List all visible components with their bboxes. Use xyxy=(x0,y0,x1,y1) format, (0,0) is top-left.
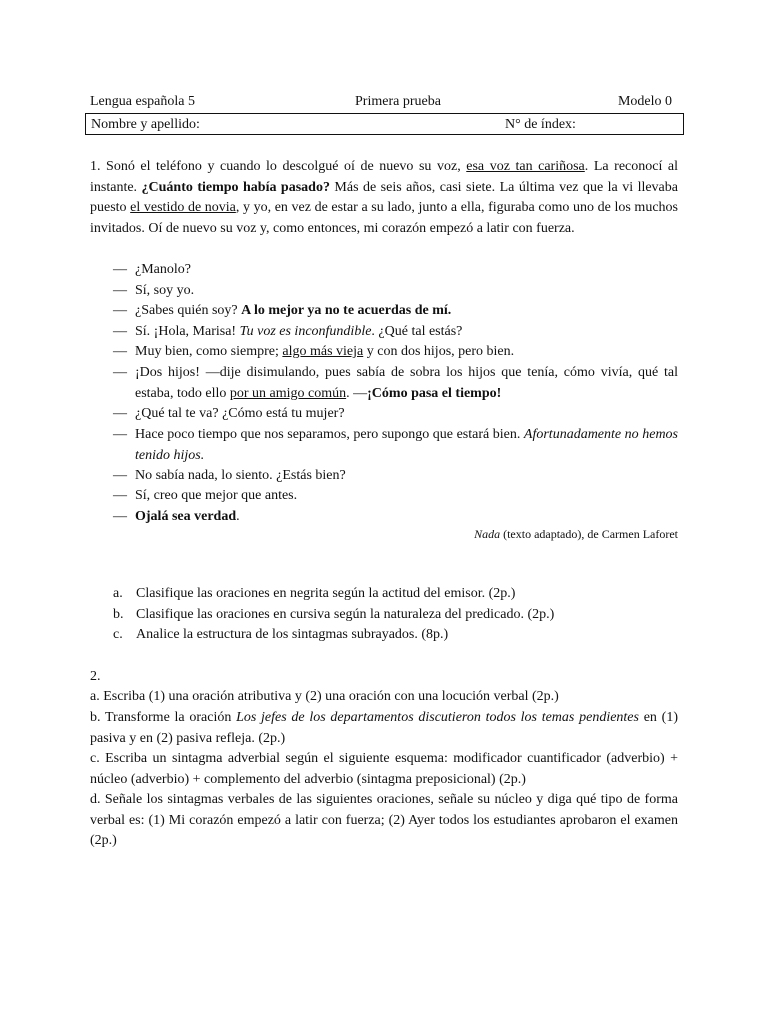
dialogue-dash: — xyxy=(113,324,127,339)
text-run: . — xyxy=(346,385,368,401)
bold-sentence: A lo mejor ya no te acuerdas de mí. xyxy=(241,303,452,318)
underlined-phrase: algo más vieja xyxy=(282,344,364,359)
dialogue-line xyxy=(113,507,678,528)
dialogue-line xyxy=(113,322,678,343)
dialogue-dash: — xyxy=(113,468,127,483)
italic-sentence: Los jefes de los departamentos discutieron todos los temas pendientes xyxy=(236,710,639,725)
exercise2-number: 2. xyxy=(90,669,101,684)
exercise2-item-b xyxy=(90,708,678,749)
question-item xyxy=(113,584,678,605)
italic-sentence: Afortunadamente no hemos tenido hijos. xyxy=(135,427,678,463)
source-author: (texto adaptado), de Carmen Laforet xyxy=(500,527,678,541)
index-field-label: N° de índex: xyxy=(505,117,576,132)
text-run: Sí. ¡Hola, Marisa! xyxy=(135,324,240,339)
question-text: Analice la estructura de los sintagmas subrayados. (8p.) xyxy=(136,627,449,642)
subject-label: Lengua española 5 xyxy=(90,94,195,109)
question-text: Clasifique las oraciones en cursiva según la naturaleza del predicado. (2p.) xyxy=(136,607,555,622)
text-run: . xyxy=(236,509,240,524)
underlined-phrase: el vestido de novia xyxy=(130,200,236,215)
model-label: Modelo 0 xyxy=(617,94,672,109)
text-run: Hace poco tiempo que nos separamos, pero supongo que estará bien. xyxy=(135,427,524,442)
dialogue-dash: — xyxy=(113,344,127,359)
source-title: Nada xyxy=(474,527,501,541)
question-letter: b. xyxy=(113,607,124,622)
dialogue-line xyxy=(113,301,678,322)
dialogue-line xyxy=(113,404,678,425)
text-run: Más de seis años, casi siete. La última vez que la vi llevaba puesto xyxy=(90,179,678,215)
question-text: Clasifique las oraciones en negrita según la actitud del emisor. (2p.) xyxy=(136,586,516,601)
exercise2-item-a: a. Escriba (1) una oración atributiva y (2) una oración con una locución verbal (2p.) xyxy=(90,689,559,704)
test-label: Primera prueba xyxy=(355,94,441,109)
text-run: ¿Manolo? xyxy=(135,262,191,277)
text-run: Sí, creo que mejor que antes. xyxy=(135,488,298,503)
dialogue-dash: — xyxy=(113,406,127,421)
exercise2-item-c: c. Escriba un sintagma adverbial según el siguiente esquema: modificador cuantificador (adverbio) + núcleo (adverbio) + complemento del adverbio (sintagma preposicional) (2p.) xyxy=(90,751,678,787)
question-letter: c. xyxy=(113,627,123,642)
underlined-phrase: esa voz tan cariñosa xyxy=(466,159,585,174)
text-run: y con dos hijos, pero bien. xyxy=(363,344,515,359)
dialogue-dash: — xyxy=(113,427,127,442)
dialogue-line xyxy=(113,363,678,404)
dialogue-line xyxy=(113,281,678,302)
text-run: . La reconocí al instante. xyxy=(90,159,679,195)
dialogue-dash: — xyxy=(113,365,127,380)
text-run: No sabía nada, lo siento. ¿Estás bien? xyxy=(135,468,346,483)
text-run: ¿Qué tal te va? ¿Cómo está tu mujer? xyxy=(135,406,345,421)
question-item xyxy=(113,625,678,646)
text-run: ¡Dos hijos! —dije disimulando, pues sabía de sobra los hijos que tenía, cómo vivía, qué tal estaba, todo ello xyxy=(135,365,678,401)
student-info-box xyxy=(85,113,684,135)
text-run: , y yo, en vez de estar a su lado, junto a ella, figuraba como uno de los muchos invitados. Oí de nuevo su voz y, como entonces, mi corazón empezó a latir con fuerza. xyxy=(90,200,678,236)
exercise1-paragraph xyxy=(90,157,678,239)
question-letter: a. xyxy=(113,586,123,601)
text-run: ¿Sabes quién soy? xyxy=(135,303,242,318)
bold-sentence: ¡Cómo pasa el tiempo! xyxy=(367,385,502,401)
bold-sentence: ¿Cuánto tiempo había pasado? xyxy=(141,179,330,195)
dialogue-dash: — xyxy=(113,303,127,318)
text-run: . ¿Qué tal estás? xyxy=(371,324,463,339)
text-run: Sonó el teléfono y cuando lo descolgué oí de nuevo su voz, xyxy=(100,159,467,174)
bold-sentence: Ojalá sea verdad xyxy=(135,509,237,524)
dialogue-dash: — xyxy=(113,262,127,277)
name-field-label: Nombre y apellido: xyxy=(91,117,200,132)
text-run: en (1) pasiva y en (2) pasiva refleja. (2p.) xyxy=(90,710,678,746)
exercise1-number: 1. xyxy=(90,159,101,174)
dialogue-line xyxy=(113,342,678,363)
dialogue-line xyxy=(113,425,678,466)
text-run: Muy bien, como siempre; xyxy=(135,344,283,359)
dialogue-line xyxy=(113,486,678,507)
source-citation xyxy=(300,526,678,542)
italic-sentence: Tu voz es inconfundible xyxy=(239,324,372,339)
exercise2-item-d: d. Señale los sintagmas verbales de las siguientes oraciones, señale su núcleo y diga qué tipo de forma verbal es: (1) Mi corazón empezó a latir con fuerza; (2) Ayer todos los estudiantes aprobaron el examen (2p.) xyxy=(90,792,678,848)
dialogue-dash: — xyxy=(113,283,127,298)
dialogue-line xyxy=(113,260,678,281)
question-item xyxy=(113,605,678,626)
exam-header xyxy=(90,92,686,112)
text-run: b. Transforme la oración xyxy=(90,710,237,725)
dialogue-dash: — xyxy=(113,509,127,524)
dialogue-line xyxy=(113,466,678,487)
text-run: Sí, soy yo. xyxy=(135,283,195,298)
dialogue-dash: — xyxy=(113,488,127,503)
underlined-phrase: por un amigo común xyxy=(229,385,347,401)
